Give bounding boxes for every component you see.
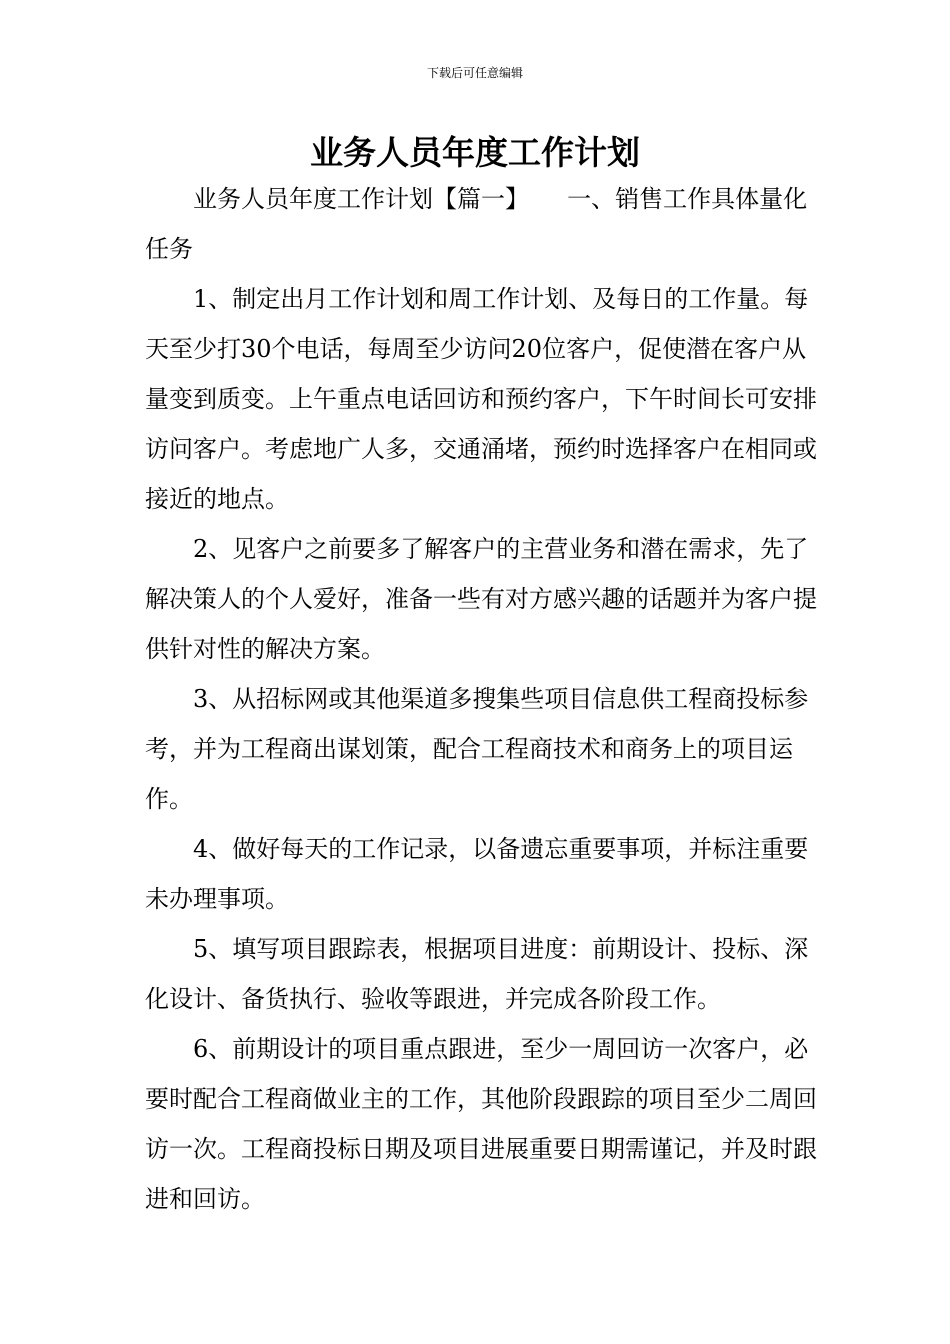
paragraph-item-3: 3、从招标网或其他渠道多搜集些项目信息供工程商投标参考，并为工程商出谋划策，配合工程商技术和商务上的项目运作。	[145, 685, 809, 813]
document-body	[145, 174, 825, 1224]
paragraph-item-1: 1、制定出月工作计划和周工作计划、及每日的工作量。每天至少打30个电话，每周至少访问20位客户，促使潜在客户从量变到质变。上午重点电话回访和预约客户，下午时间长可安排访问客户。考虑地广人多，交通涌堵，预约时选择客户在相同或接近的地点。	[145, 285, 817, 513]
paragraph-item-5: 5、填写项目跟踪表，根据项目进度：前期设计、投标、深化设计、备货执行、验收等跟进，并完成各阶段工作。	[145, 935, 809, 1013]
paragraph-intro: 业务人员年度工作计划【篇一】 一、销售工作具体量化任务	[145, 185, 808, 263]
paragraph-item-6: 6、前期设计的项目重点跟进，至少一周回访一次客户，必要时配合工程商做业主的工作，其他阶段跟踪的项目至少二周回访一次。工程商投标日期及项目进展重要日期需谨记，并及时跟进和回访。	[145, 1035, 817, 1213]
paragraph-item-4: 4、做好每天的工作记录，以备遗忘重要事项，并标注重要未办理事项。	[145, 835, 809, 913]
document-title: 业务人员年度工作计划	[310, 133, 640, 172]
paragraph-item-2: 2、见客户之前要多了解客户的主营业务和潜在需求，先了解决策人的个人爱好，准备一些有对方感兴趣的话题并为客户提供针对性的解决方案。	[145, 535, 817, 663]
header-note: 下载后可任意编辑	[426, 66, 523, 80]
